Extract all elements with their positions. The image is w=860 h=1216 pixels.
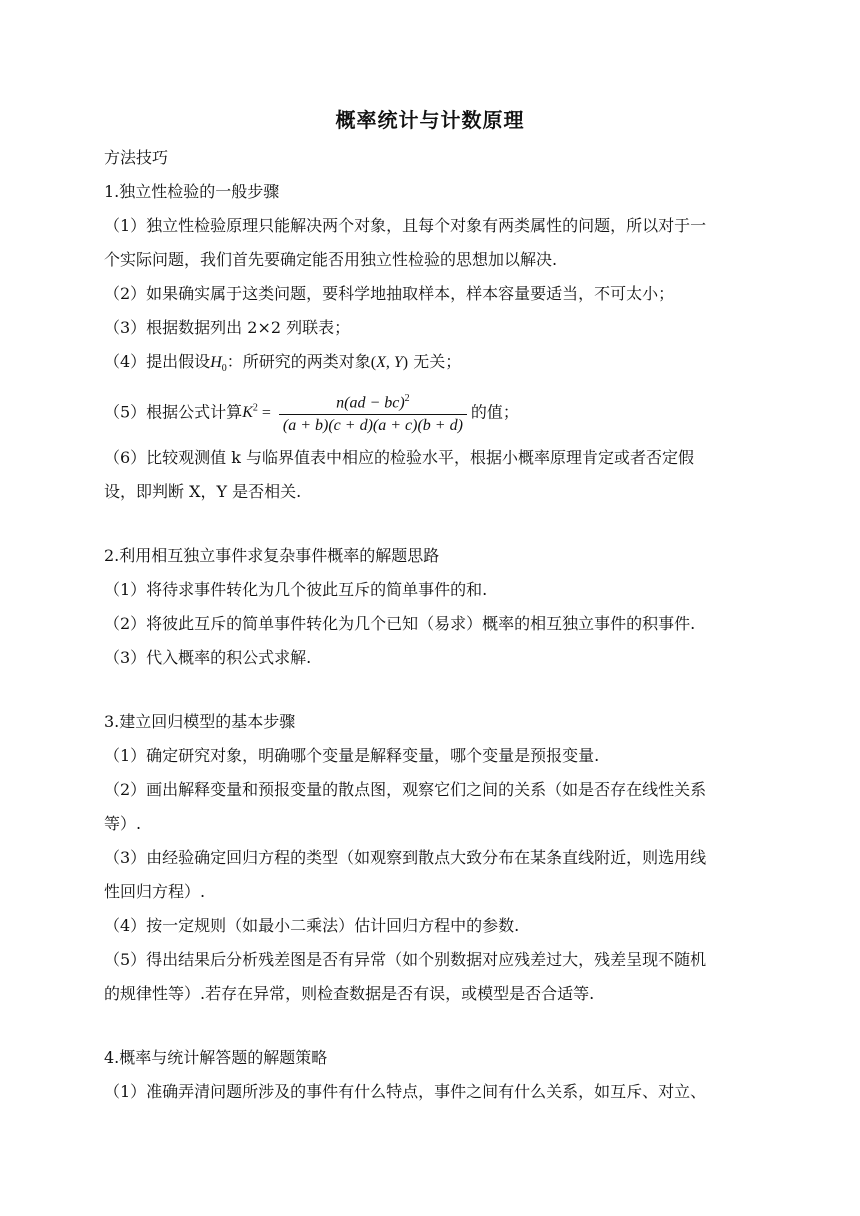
section1-p1-line2: 个实际问题，我们首先要确定能否用独立性检验的思想加以解决.	[104, 250, 558, 269]
page-title: 概率统计与计数原理	[335, 108, 525, 132]
section1-p5: （5）根据公式计算$K^2$ = $\frac{n(ad - bc)^2}{(a + b)(c + d)(a + c)(b + d)}$ 的值；	[104, 386, 519, 436]
subtitle: 方法技巧	[104, 148, 169, 167]
p5-prefix: （5）根据公式计算	[104, 402, 243, 422]
section3-heading: 3.建立回归模型的基本步骤	[104, 712, 296, 731]
section1-p4	[104, 352, 461, 379]
section3-p4: （4）按一定规则（如最小二乘法）估计回归方程中的参数.	[104, 916, 520, 935]
formula-numerator: n(ad − bc)$^2$	[279, 390, 467, 415]
xy-pair: (X, Y)	[370, 354, 409, 371]
section1-p2: （2）如果确实属于这类问题，要科学地抽取样本，样本容量要适当，不可太小；	[104, 284, 675, 303]
section3-p2-line2: 等）.	[104, 814, 142, 833]
section3-p5-line2: 的规律性等）.若存在异常，则检查数据是否有误，或模型是否合适等.	[104, 984, 595, 1003]
section2-p2: （2）将彼此互斥的简单事件转化为几个已知（易求）概率的相互独立事件的积事件.	[104, 614, 696, 633]
p4-suffix: 无关；	[413, 352, 462, 371]
chi-square-formula	[279, 390, 467, 435]
section4-heading: 4.概率与统计解答题的解题策略	[104, 1048, 328, 1067]
section3-p2-line1: （2）画出解释变量和预报变量的散点图，观察它们之间的关系（如是否存在线性关系	[104, 780, 707, 799]
section1-p6-line2: 设，即判断 X，Y 是否相关.	[104, 482, 302, 501]
k-squared: $K^2$	[242, 403, 258, 422]
p4-mid: ：所研究的两类对象	[226, 352, 371, 371]
section2-p3: （3）代入概率的积公式求解.	[104, 648, 312, 667]
p4-prefix: （4）提出假设	[104, 352, 211, 371]
formula-denominator: (a + b)(c + d)(a + c)(b + d)	[282, 417, 463, 435]
p5-suffix: 的值；	[470, 402, 519, 422]
section1-p1-line1: （1）独立性检验原理只能解决两个对象，且每个对象有两类属性的问题，所以对于一	[104, 216, 707, 235]
section1-p3: （3）根据数据列出 2×2 列联表；	[104, 318, 351, 337]
section1-heading: 1.独立性检验的一般步骤	[104, 182, 280, 201]
section2-p1: （1）将待求事件转化为几个彼此互斥的简单事件的和.	[104, 580, 488, 599]
section3-p3-line2: 性回归方程）.	[104, 882, 206, 901]
section1-p6-line1: （6）比较观测值 k 与临界值表中相应的检验水平，根据小概率原理肯定或者否定假	[104, 448, 695, 467]
section2-heading: 2.利用相互独立事件求复杂事件概率的解题思路	[104, 546, 440, 565]
section3-p5-line1: （5）得出结果后分析残差图是否有异常（如个别数据对应残差过大，残差呈现不随机	[104, 950, 707, 969]
hypothesis-symbol: $H_0$	[210, 354, 227, 375]
section3-p1: （1）确定研究对象，明确哪个变量是解释变量，哪个变量是预报变量.	[104, 746, 600, 765]
section4-p1: （1）准确弄清问题所涉及的事件有什么特点，事件之间有什么关系，如互斥、对立、	[104, 1082, 707, 1101]
section3-p3-line1: （3）由经验确定回归方程的类型（如观察到散点大致分布在某条直线附近，则选用线	[104, 848, 707, 867]
